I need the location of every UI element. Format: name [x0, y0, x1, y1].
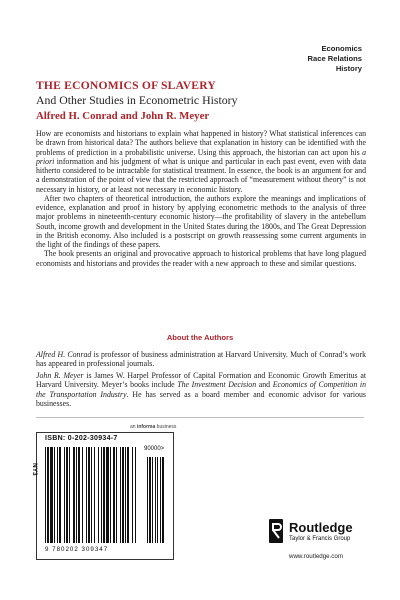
subject-race-relations: Race Relations [307, 54, 362, 63]
informa-prefix: an [130, 424, 137, 430]
barcode-digits: 9 780202 309347 [45, 546, 109, 553]
description-paragraph-1: How are economists and historians to explain what happened in history? What statistical inferences can be drawn from historical data? The authors believe that explanation in history can be identified with the problems of prediction in a probabilistic universe. Using this approach, the historian can act upon his a priori information and his judgment of what is unique and particular in each past event, even with data hitherto considered to be intractable for statistical treatment. In essence, the book is an argument for and a demonstration of the point of view that the restricted approach of “measurement without theory” is not necessary in history, or at least not necessary in economic history. [36, 129, 366, 194]
barcode-price-code: 90000> [144, 446, 165, 452]
publisher-group: Taylor & Francis Group [289, 536, 351, 542]
isbn-number: ISBN: 0-202-30934-7 [45, 435, 118, 442]
subject-categories [308, 44, 362, 74]
book-description [36, 129, 366, 268]
barcode-side-code: NY3 [31, 463, 38, 476]
publisher-website: www.routledge.com [289, 553, 343, 560]
informa-brand: informa [136, 424, 156, 430]
book-authors: Alfred H. Conrad and John R. Meyer [36, 110, 210, 122]
divider [36, 417, 364, 418]
informa-business-note [130, 424, 176, 430]
isbn-barcode [31, 432, 174, 560]
routledge-logo-icon [267, 518, 285, 544]
barcode-bars [45, 447, 167, 545]
author-bio-meyer: John R. Meyer is James W. Harpel Professor of Capital Formation and Economic Growth Emeritus at Harvard University. Meyer’s books include The Investment Decision and Economics of Competition in the Transportation Industry. He has served as a board member and economic advisor for various businesses. [36, 371, 367, 408]
book-title: THE ECONOMICS OF SLAVERY [36, 79, 216, 92]
about-authors-heading: About the Authors [166, 333, 234, 342]
about-authors [36, 350, 366, 411]
author-bio-conrad: Alfred H. Conrad is professor of business administration at Harvard University. Much of Conrad’s work has appeared in professional journals. [36, 350, 367, 369]
description-paragraph-3: The book presents an original and provocative approach to historical problems that have long plagued economists and historians and provides the reader with a new approach to these and similar questions. [36, 249, 366, 268]
informa-suffix: business [155, 424, 177, 430]
description-paragraph-2: After two chapters of theoretical introduction, the authors explore the meanings and implications of evidence, explanation and proof in history by applying econometric methods to the analysis of three major problems in nineteenth-century economic history—the profitability of slavery in the antebellum South, income growth and development in the United States during the 1800s, and The Great Depression in the British economy. Also included is a postscript on growth reassessing some current arguments in the light of the findings of these papers. [36, 193, 366, 249]
publisher-name: Routledge [289, 520, 353, 535]
subject-history: History [335, 64, 362, 73]
subject-economics: Economics [321, 44, 362, 53]
book-subtitle: And Other Studies in Econometric History [36, 93, 238, 107]
